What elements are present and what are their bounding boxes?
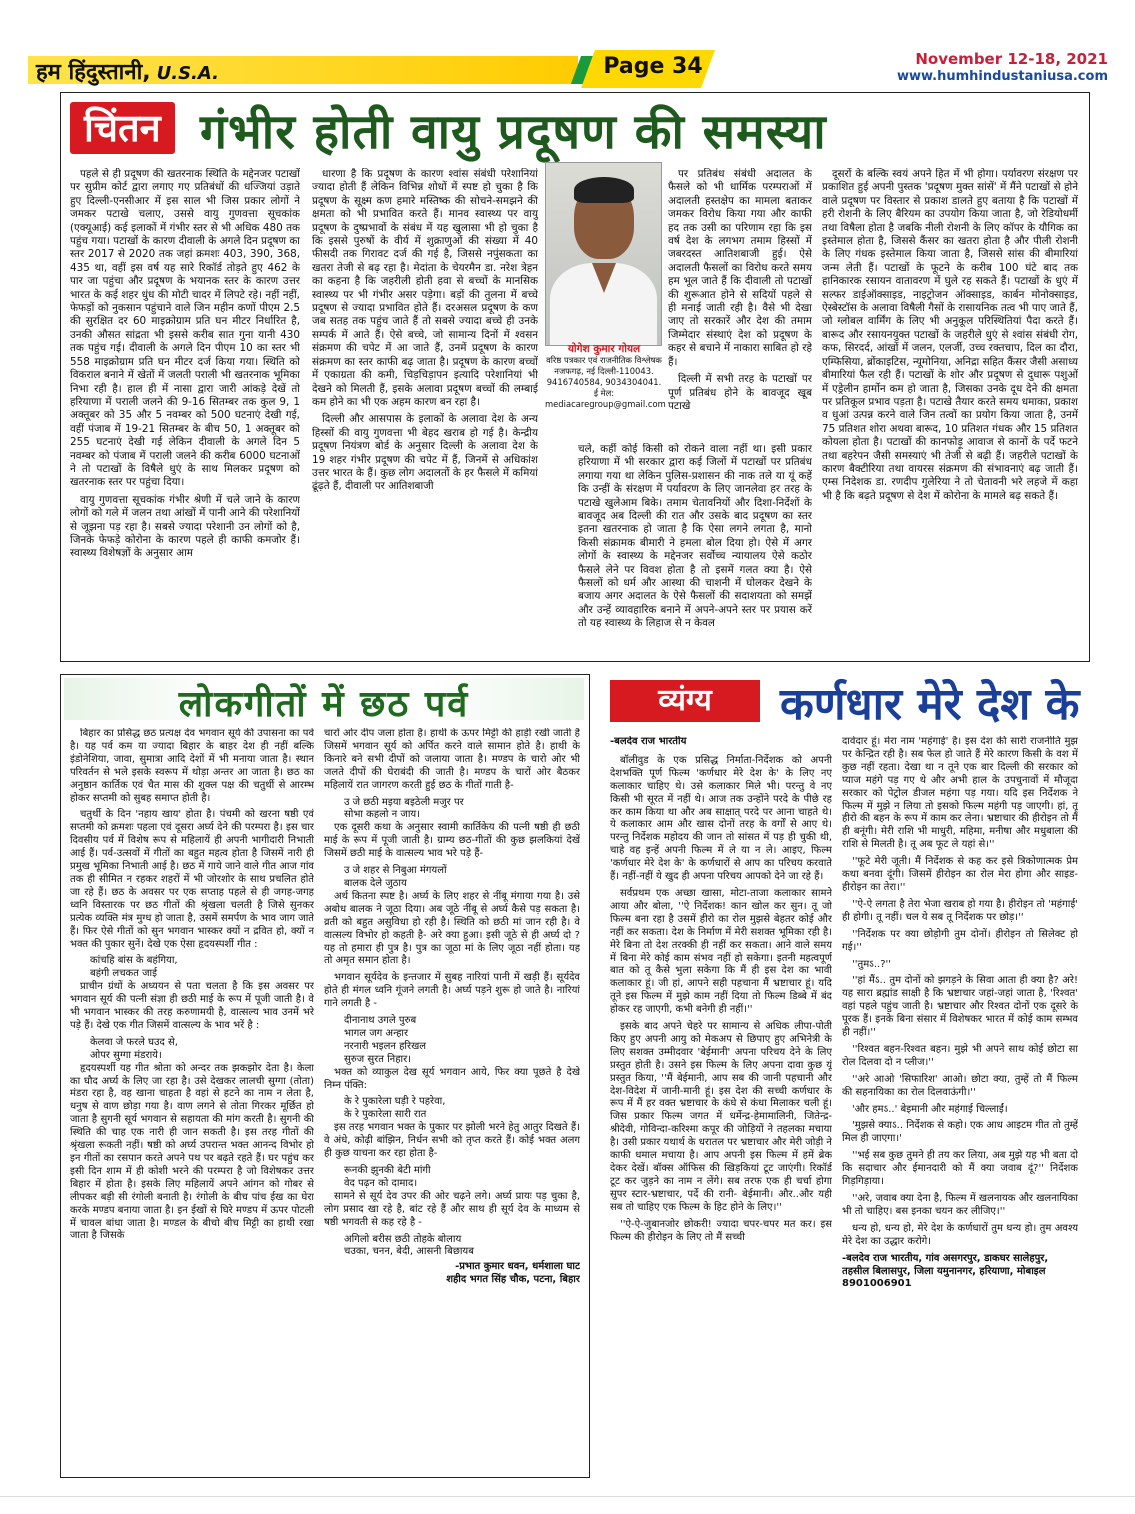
paragraph: अर्थ कितना स्पष्ट है। अर्घ्य के लिए शहर से नींबू मंगाया गया है। उसे अबोध बालक ने जूठा दिया। अब जूठे नींबू से अर्घ्य कैसे पड़ सकता है। व्रती को बहुत असुविधा हो रही है। स्थिति को छठी मां जान रही है। वे वात्सल्य विभोर हो कहती है- अरे क्या हुआ। इसी जूठे से ही अर्घ्य दो ? यह तो हमारा ही पुत्र है। पुत्र का जूठा मां के लिए जूठा नहीं होता। यह तो अमृत समान होता है। — [324, 890, 580, 967]
satire-column-2 — [842, 736, 1078, 1476]
poem-line: कांचहि बांस के बहंगिया, — [90, 955, 178, 967]
paragraph: ''फूटे मेरी जूती। मैं निर्देशक से कह कर इसे त्रिकोणात्मक प्रेम कथा बनवा दूंगी। जिसमें हीरोइन का रोल मेरा होगा और साइड-हीरोइन का तेरा।'' — [842, 856, 1078, 893]
satire-column-1 — [610, 736, 832, 1476]
paragraph: दूसरों के बल्कि स्वयं अपने हित में भी होगा। पर्यावरण संरक्षण पर प्रकाशित हुई अपनी पुस्तक 'प्रदूषण मुक्त सांसें' में मैंने पटाखों से होने वाले प्रदूषण पर विस्तार से प्रकाश डालते हुए बताया है कि पटाखों में हरी रोशनी के लिए बैरियम का उपयोग किया जाता है, जो रेडियोधर्मी तथा विषैला होता है जबकि नीली रोशनी के लिए कॉपर के यौगिक का इस्तेमाल होता है, जिससे कैंसर का खतरा होता है और पीली रोशनी के लिए गंधक इस्तेमाल किया जाता है, जिससे सांस की बीमारियां जन्म लेती हैं। पटाखों के फूटने के करीब 100 घंटे बाद तक हानिकारक रसायन वातावरण में घुले रह सकते हैं। पटाखों के धुएं में सल्फर डाईऑक्साइड, नाइट्रोजन ऑक्साइड, कार्बन मोनोक्साइड, ऐस्बेस्टॉस के अलावा विषैली गैसों के रासायनिक तत्व भी पाए जाते हैं, जो ग्लोबल वार्मिंग के लिए भी अनुकूल परिस्थितियां पैदा करते हैं। बारूद और रसायनयुक्त पटाखों के जहरीले धुएं से श्वांस संबंधी रोग, कफ, सिरदर्द, आंखों में जलन, एलर्जी, उच्च रक्तचाप, दिल का दौरा, एम्फिसिया, ब्रोंकाइटिस, न्यूमोनिया, अनिद्रा सहित कैंसर जैसी असाध्य बीमारियां फैल रही हैं। पटाखों के शोर और प्रदूषण से दुधारू पशुओं में एड्रेलीन हार्मोन कम हो जाता है, जिसका उनके दूध देने की क्षमता पर प्रतिकूल प्रभाव पड़ता है। पटाखे तैयार करते समय धमाका, प्रकाश व धुआं उत्पन्न करने वाले जिन तत्वों का प्रयोग किया जाता है, उनमें 75 प्रतिशत शोरा अथवा बारूद, 10 प्रतिशत गंधक और 15 प्रतिशत कोयला होता है। पटाखों की कानफोड़ू आवाज से कानों के पर्दे फटने तथा बहरेपन जैसी समस्याएं भी तेजी से बढ़ी हैं। जहरीले पटाखों के कारण बैक्टीरिया तथा वायरस संक्रमण की संभावनाएं बढ़ जाती हैं। एम्स निदेशक डा. रणदीप गुलेरिया ने तो चेतावनी भरे लहजे में कहा भी है कि बढ़ते प्रदूषण से देश में कोरोना के मामले बढ़ सकते हैं। — [822, 168, 1078, 502]
poem-line: वेद पढ़न को दामाद। — [344, 1177, 418, 1189]
article-column-4 — [822, 168, 1078, 656]
paragraph: 'मुझसे क्याऽ.. निर्देशक से कहो। एक आध आइटम गीत तो तुम्हें मिल ही जाएगा।' — [842, 1120, 1078, 1145]
paragraph: दिल्ली और आसपास के इलाकों के अलावा देश के अन्य हिस्सों की वायु गुणवत्ता भी बेहद खराब हो गई है। केन्द्रीय प्रदूषण नियंत्रण बोर्ड के अनुसार दिल्ली के अलावा देश के 19 शहर गंभीर प्रदूषण की चपेट में हैं, जिनमें से अधिकांश उत्तर भारत के हैं। कुछ लोग अदालतों के हर फैसले में कमियां ढूंढ़ते हैं, दीवाली पर आतिशबाजी — [312, 413, 538, 493]
poem-line: सुरुज सुरत निहार। — [344, 1053, 411, 1065]
paragraph: ''रिश्वत बहन-रिश्वत बहन। मुझे भी अपने साथ कोई छोटा सा रोल दिलवा दो न प्लीज।'' — [842, 1043, 1078, 1068]
poem-line: उ जे छठी मइया बइठेली मजुर पर — [344, 796, 464, 808]
poem-line: भागल जग अन्हार — [344, 1027, 409, 1039]
author-photo — [545, 162, 662, 346]
satire-author: -बलदेव राज भारतीय — [610, 736, 687, 747]
satire-headline: कर्णधार मेरे देश के — [780, 679, 1080, 730]
article-column-3b — [578, 443, 812, 656]
paragraph: भक्त को व्याकुल देख सूर्य भगवान आये, फिर क्या पूछते है देखे निम्न पंक्ति: — [324, 1066, 580, 1091]
folk-article-headline: लोकगीतों में छठ पर्व — [64, 678, 584, 720]
section-tag: चिंतन — [70, 102, 175, 154]
paragraph: धारणा है कि प्रदूषण के कारण श्वांस संबंधी परेशानियां ज्यादा होती हैं लेकिन विभिन्न शोधों में स्पष्ट हो चुका है कि प्रदूषण के सूक्ष्म कण हमारे मस्तिष्क की सोचने-समझने की क्षमता को भी प्रभावित करते हैं। मानव स्वास्थ्य पर वायु प्रदूषण के दुष्प्रभावों के संबंध में यह खुलासा भी हो चुका है कि इससे पुरुषों के वीर्य में शुक्राणुओं की संख्या में 40 फीसदी तक गिरावट दर्ज की गई है, जिससे नपुंसकता का खतरा तेजी से बढ़ रहा है। मेदांता के चेयरमैन डा. नरेश त्रेहन का कहना है कि जहरीली होती हवा से बच्चों के मानसिक स्वास्थ्य पर भी गंभीर असर पड़ेगा। बड़ों की तुलना में बच्चे प्रदूषण से ज्यादा प्रभावित होते हैं। दरअसल प्रदूषण के कण जब सतह तक पहुंच जाते हैं तो सबसे ज्यादा बच्चे ही उनके सम्पर्क में आते हैं। ऐसे बच्चे, जो सामान्य दिनों में श्वसन संक्रमण की चपेट में आ जाते हैं, उनमें प्रदूषण के कारण संक्रमण का स्तर काफी बढ़ जाता है। प्रदूषण के कारण बच्चों में एकाग्रता की कमी, चिड़चिड़ापन इत्यादि परेशानियां भी देखने को मिलती हैं, इसके अलावा प्रदूषण बच्चों की लम्बाई कम होने का भी एक अहम कारण बन रहा है। — [312, 168, 538, 408]
article-column-3a — [668, 168, 812, 438]
top-article-title-row — [60, 92, 1088, 162]
paragraph: ''हां मैंऽ.. तुम दोनों को झगड़ने के सिवा आता ही क्या है? अरे! यह सारा ब्रह्मांड साक्षी है कि भ्रष्टाचार जहां-जहां जाता है, 'रिश्वत' वहां पहले पहुंच जाती है। भ्रष्टाचार और रिश्वत दोनों एक दूसरे के पूरक हैं। इनके बिना संसार में विशेषकर भारत में कोई काम सम्भव ही नहीं।'' — [842, 975, 1078, 1039]
author-role: वरिष्ठ पत्रकार एवं राजनीतिक विश्लेषक — [546, 355, 662, 365]
paragraph: हृदयस्पर्शी यह गीत श्रोता को अन्दर तक झकझोर देता है। केला का घौद अर्घ्य के लिए जा रहा है। उसे देखकर लालची सुग्गा (तोता) मंडरा रहा है, वह खाना चाहता है वहां से हटने का नाम न लेता है, धनुष से वाण छोड़ा गया है। वाण लगने से तोता गिरकर मूर्छित हो जाता है सुगनी सूर्य भगवान से सहायता की मांग करती है। सुगनी की स्थिति की चाह एक नारी ही जान सकती है। इस तरह गीतों की श्रृंखला रूकती नहीं। षष्ठी को अर्घ्य उपरान्त भक्त आनन्द विभोर हो इन गीतों का रसपान करते अपने पथ पर बढ़ते रहते हैं। घर पहुंच कर इसी दिन शाम में ही कोशी भरने की परम्परा है जो विशेषकर उत्तर बिहार में होता है। इसके लिए महिलायें अपने आंगन को गोबर से लीपकर बड़ी सी रंगोली बनाती है। रंगोली के बीच पांच ईख का घेरा करके मण्डप बनाया जाता है। इन ईखों से घिरे मण्डप में ऊपर पोटली में चावल बांधा जाता है। मण्डल के बीचो बीच मिट्टी का हाथी रखा जाता है जिसके — [70, 1062, 314, 1242]
paragraph: बिहार का प्रसिद्ध छठ प्रत्यक्ष देव भगवान सूर्य की उपासना का पर्व है। यह पर्व कम या ज्यादा बिहार के बाहर देश ही नहीं बल्कि इंडोनेशिया, जावा, सुमात्रा आदि देशों में भी मनाया जाता है। स्थान परिवर्तन से भले इसके स्वरूप में थोड़ा अन्तर आ जाता है। छठ का अनुष्ठान कार्तिक एवं चैत मास की शुक्ल पक्ष की चतुर्थी से आरम्भ होकर सप्तमी को सुबह समाप्त होती है। — [70, 728, 314, 804]
paragraph: ''ऐ-ऐ-जुबानजोर छोकरी! ज्यादा चपर-चपर मत कर। इस फिल्म की हीरोइन के लिए तो मैं सच्ची — [610, 1218, 832, 1243]
folk-column-1 — [70, 728, 314, 1470]
paragraph: चले, कहीं कोई किसी को रोकने वाला नहीं था। इसी प्रकार हरियाणा में भी सरकार द्वारा कई जिलों में पटाखों पर प्रतिबंध लगाया गया था लेकिन पुलिस-प्रशासन की नाक तले या यूं कहें कि उन्हीं के संरक्षण में पर्यावरण के लिए जानलेवा हर तरह के पटाखे खुलेआम बिके। तमाम चेतावनियों और दिशा-निर्देशों के बावजूद अब दिल्ली की रात और उसके बाद प्रदूषण का स्तर इतना खतरनाक हो जाता है कि ऐसा लगने लगता है, मानो किसी संक्रामक बीमारी ने हमला बोल दिया हो। ऐसे में अगर लोगों के स्वास्थ्य के मद्देनजर सर्वोच्च न्यायालय ऐसे कठोर फैसले लेने पर विवश होता है तो इसमें गलत क्या है। ऐसे फैसलों को धर्म और आस्था की चाशनी में घोलकर देखने के बजाय अगर अदालत के ऐसे फैसलों की सदाशयता को समझें और उन्हें व्यावहारिक बनाने में अपने-अपने स्तर पर प्रयास करें तो यह स्वास्थ्य के लिहाज से न केवल — [578, 443, 812, 630]
poem-line: दीनानाथ उगले पुरुब — [344, 1015, 417, 1027]
page-number: Page 34 — [603, 54, 703, 79]
author-bio — [545, 343, 666, 410]
poem-line: नरनारी भइलन हरिखल — [344, 1040, 427, 1052]
poem-line: चउका, चनन, बेदी, आसनी बिछायब — [344, 1246, 474, 1258]
paragraph: दावेदार हूं। मेरा नाम 'महंगाई' है। इस देश की सारी राजनीति मुझ पर केन्द्रित रही है। सब फेल हो जाते हैं मेरे कारण किसी के वश में कुछ नहीं रहता। देखा था न तूने एक बार दिल्ली की सरकार को प्याज महंगे पड़ गए थे और अभी हाल के उपचुनावों में मौजूदा सरकार को पेट्रोल डीजल महंगा पड़ गया। यदि इस निर्देशक ने फिल्म में मुझे न लिया तो इसको फिल्म महंगी पड़ जाएगी। हां, तू हीरो की बहन के रूप में काम कर लेना। भ्रष्टाचार की हीरोइन तो मैं ही बनूंगी। मेरी राशि भी माधुरी, महिमा, मनीषा और मधुबाला की राशि से मिलती है। तू अब फूट ले यहां से।'' — [842, 736, 1078, 851]
poem-line: बहंगी लचकत जाई — [90, 968, 158, 980]
poem-line: बालक देले जुठाय — [344, 877, 407, 889]
author-name: योगेश कुमार गोयल — [567, 343, 641, 355]
satire-tag: व्यंग्य — [610, 680, 760, 722]
paragraph: पर प्रतिबंध संबंधी अदालत के फैसले को भी धार्मिक परम्पराओं में अदालती हस्तक्षेप का मामला बताकर जमकर विरोध किया गया और काफी हद तक उसी का परिणाम रहा कि इस वर्ष देश के लगभग तमाम हिस्सों में जबरदस्त आतिशबाजी हुई। ऐसे अदालती फैसलों का विरोध करते समय हम भूल जाते हैं कि दीवाली तो पटाखों की शुरूआत होने से सदियों पहले से ही मनाई जाती रही है। वैसे भी देखा जाए तो सरकारें और देश की तमाम जिम्मेदार संस्थाएं देश को प्रदूषण के कहर से बचाने में नाकारा साबित हो रहे हैं। — [668, 168, 812, 368]
website-link[interactable]: www.humhindustaniusa.com — [896, 69, 1108, 84]
article-column-2 — [312, 168, 538, 656]
paragraph: चारों ओर दीप जला होता है। हाथी के ऊपर मिट्टी की हाड़ी रखी जाती है जिसमें भगवान सूर्य को अर्पित करने वाले सामान होते है। हाथी के किनारे बने सभी दीपों को जलाया जाता है। मण्डप के चारो ओर भी जलते दीपों की घेराबंदी की जाती है। मण्डप के चारों ओर बैठकर महिलायें रात जागरण करती हुई छठ के गीतों गाती है- — [324, 728, 580, 791]
folk-signature: शहीद भगत सिंह चौक, पटना, बिहार — [446, 1274, 580, 1286]
author-city: नजफगढ़, नई दिल्ली-110043. — [554, 366, 654, 376]
paragraph: दिल्ली में सभी तरह के पटाखों पर पूर्ण प्रतिबंध होने के बावजूद खूब पटाखे — [668, 373, 812, 412]
photo-hair — [574, 177, 634, 203]
paragraph: ''तुमऽ..?'' — [852, 958, 892, 970]
paragraph: वायु गुणवत्ता सूचकांक गंभीर श्रेणी में चले जाने के कारण लोगों को गले में जलन तथा आंखों में पानी आने की परेशानियों से जूझना पड़ रहा है। सबसे ज्यादा परेशानी उन लोगों को है, जिनके फेफड़े कोरोना के कारण पहले ही काफी कमजोर हैं। स्वास्थ्य विशेषज्ञों के अनुसार आम — [70, 493, 300, 560]
paragraph: भगवान सूर्यदेव के इन्तजार में सुबह नारियां पानी में खड़ी हैं। सूर्यदेव होते ही मंगल ध्वनि गूंजने लगती है। अर्घ्य पड़ने शुरू हो जाते है। नारियां गाने लगती है - — [324, 972, 580, 1010]
folk-signature: -प्रभात कुमार धवन, धर्मशाला घाट — [455, 1261, 580, 1273]
paragraph: ''अरे, जवाब क्या देना है, फिल्म में खलनायक और खलनायिका भी तो चाहिए। बस इनका चयन कर लीजिए।'' — [842, 1193, 1078, 1217]
paragraph: चतुर्थी के दिन 'नहाय खाय' होता है। पंचमी को खरना षष्ठी एवं सप्तमी को क्रमशः पहला एवं दूसरा अर्घ्य देने की परम्परा है। इस चार दिवसीय पर्व में विशेष रूप से महिलायें ही अपनी भागीदारी निभाती आई हैं। पर्व-उत्सवों में गीतों का बहुत महत्व होता है जिसमें नारी ही प्रमुख भूमिका निभाती आई है। छठ में गाये जाने वाले गीत आज गांव तक ही सीमित न रहकर शहरों में भी जोरशोर के साथ प्रचलित होते जा रहे हैं। छठ के अवसर पर एक सप्ताह पहले से ही जगह-जगह ध्वनि विस्तारक पर छठ गीतों की श्रृंखला चलती है जिसे सुनकर प्रत्येक व्यक्ति मंत्र मुग्ध हो जाता है, उसमें समर्पण के भाव जाग जाते हैं। फिर ऐसे गीतों को सुन भगवान भास्कर क्यों न द्रवित हो, क्यों न भक्त की पुकार सुनें। देखे एक ऐसा हृदयस्पर्शी गीत : — [70, 809, 314, 950]
author-phone: 9416740584, 9034304041. — [546, 377, 662, 387]
poem-line: रूनकी झुनकी बेटी मांगी — [344, 1165, 431, 1176]
poem-line: सोभा कहलो न जाय। — [344, 809, 421, 821]
issue-date: November 12-18, 2021 — [915, 50, 1108, 68]
masthead-logo: हम हिंदुस्तानी, U.S.A. — [36, 60, 219, 85]
masthead-suffix: U.S.A. — [156, 63, 219, 84]
page-footer-rule — [0, 1496, 1135, 1497]
poem-line: केलवा जे फरले घउद से, — [90, 1036, 178, 1048]
paragraph: एक दूसरी कथा के अनुसार स्वामी कार्तिकेय की पत्नी षष्ठी ही छठी माई के रूप में पूजी जाती है। ग्राम्य छठ-गीतों की कुछ झलकियां देखें जिसमें छठी माई के वात्सल्य भाव भरे पड़े हैं- — [324, 822, 580, 860]
paragraph: पहले से ही प्रदूषण की खतरनाक स्थिति के मद्देनजर पटाखों पर सुप्रीम कोर्ट द्वारा लगाए गए प्रतिबंधों की धज्जियां उड़ाते हुए दिल्ली-एनसीआर में इस साल भी जिस प्रकार लोगों ने जमकर पटाखे चलाए, उससे वायु गुणवत्ता सूचकांक (एक्यूआई) कई इलाकों में गंभीर स्तर से भी अधिक 480 तक पहुंच गया। पटाखों के कारण दीवाली के अगले दिन प्रदूषण का स्तर 2017 से 2020 तक जहां क्रमशः 403, 390, 368, 435 था, वहीं इस वर्ष यह सारे रिकॉर्ड तोड़ते हुए 462 के पार जा पहुंचा और प्रदूषण के भयानक स्तर के कारण उत्तर भारत के कई शहर धुंध की मोटी चादर में लिपटे रहे। नहीं नहीं, फेफड़ों को नुकसान पहुंचाने वाले जिन महीन कणों पीएम 2.5 की सुरक्षित दर 60 माइक्रोग्राम प्रति घन मीटर निर्धारित है, उनकी औसत सांद्रता भी इससे करीब सात गुना यानी 430 तक पहुंच गई। दीवाली के अगले दिन पीएम 10 का स्तर भी 558 माइक्रोग्राम प्रति घन मीटर दर्ज किया गया। स्थिति को विकराल बनाने में खेतों में जलती पराली भी खतरनाक भूमिका निभा रही है। हाल ही में नासा द्वारा जारी आंकड़े देखें तो हरियाणा में पराली जलने की 9-16 सितम्बर तक कुल 9, 1 अक्तूबर को 35 और 5 नवम्बर को 500 घटनाएं देखी गई, वहीं पंजाब में 19-21 सितम्बर के बीच 50, 1 अक्तूबर को 255 घटनाएं देखी गई लेकिन दीवाली के अगले दिन 5 नवम्बर को पंजाब में पराली जलने की करीब 6000 घटनाओं ने तो पटाखों के विषैले धुएं के साथ मिलकर प्रदूषण को खतरनाक स्तर पर पहुंचा दिया। — [70, 168, 300, 489]
poem-line: के रे पुकारेला सारी रात — [344, 1109, 427, 1121]
poem-line: उ जे शहर से निबुआ मंगयलों — [344, 865, 447, 877]
poem-line: अगिलो बरीस छठी तोहके बोलाय — [344, 1233, 462, 1245]
paragraph: प्राचीन ग्रंथों के अध्ययन से पता चलता है कि इस अवसर पर भगवान सूर्य की पत्नी संज्ञा ही छठी माई के रूप में पूजी जाती है। वे भी भगवान भास्कर की तरह करुणामयी है, वात्सल्य भाव उनमें भरे पड़े हैं। देखे एक गीत जिसमें वात्सल्य के भाव भरें है : — [70, 981, 314, 1031]
satire-signature: -बलदेव राज भारतीय, गांव असगरपुर, डाकघर सालेहपुर, तहसील बिलासपुर, जिला यमुनानगर, हरियाणा, मोबाइल 8901006901 — [842, 1252, 1049, 1290]
article-column-1 — [70, 168, 300, 656]
paragraph: ''भई सब कुछ तुमने ही तय कर लिया, अब मुझे यह भी बता दो कि सदाचार और ईमानदारी को मैं क्या जवाब दूं?'' निर्देशक गिड़गिड़ाया। — [842, 1150, 1078, 1188]
folk-column-2 — [324, 728, 580, 1470]
page-header — [28, 50, 1108, 88]
paragraph: इसके बाद अपने चेहरे पर सामान्य से अधिक लीपा-पोती किए हुए अपनी आयु को मेकअप से छिपाए हुए अभिनेत्री के लिए सशक्त उम्मीदवार 'बेईमानी' अपना परिचय देने के लिए प्रस्तुत होती है। उसने इस फिल्म के लिए अपना दावा कुछ यूं प्रस्तुत किया, ''मैं बेईमानी, आप सब की जानी पहचानी और देश-विदेश में जानी-मानी हूं। इस देश की सच्ची कर्णधार के रूप में मैं हर वक्त भ्रष्टाचार के कंधे से कंधा मिलाकर चली हूं। जिस प्रकार फिल्म जगत में धर्मेन्द्र-हेमामालिनी, जितेन्द्र-श्रीदेवी, गोविन्दा-करिश्मा कपूर की जोड़ियों ने तहलका मचाया है। उसी प्रकार यथार्थ के धरातल पर भ्रष्टाचार और मेरी जोड़ी ने काफी धमाल मचाया है। आप अपनी इस फिल्म में हमें ब्रेक देकर देखें। बॉक्स ऑफिस की खिड़कियां टूट जाएंगी। रिकॉर्ड टूट कर जुड़ने का नाम न लेंगे। सब तरफ एक ही चर्चा होगा सुपर स्टार-भ्रष्टाचार, पर्दे की रानी- बेईमानी। और..और यही सब तो चाहिए एक फिल्म के हिट होने के लिए।'' — [610, 1021, 832, 1213]
paragraph: इस तरह भगवान भक्त के पुकार पर झोली भरने हेतु आतुर दिखते हैं। वे अंधे, कोढ़ी बांझिन, निर्धन सभी को तृप्त करते हैं। कोई भक्त अलग ही कुछ याचना कर रहा होता है- — [324, 1122, 580, 1160]
paragraph: ''निर्देशक पर क्या छोड़ोगी तुम दोनों। हीरोइन तो सिलेक्ट हो गई।'' — [842, 928, 1078, 953]
paragraph: ''अरे आओ 'सिफारिश' आओ। छोटा क्या, तुम्हें तो मैं फिल्म की सहनायिका का रोल दिलवाऊंगी।'' — [842, 1073, 1078, 1098]
paragraph: धन्य हो, धन्य हो, मेरे देश के कर्णधारों तुम धन्य हो। तुम अवश्य मेरे देश का उद्धार करोगे। — [842, 1222, 1078, 1247]
poem-line: के रे पुकारेला घड़ी रे पहरेवा, — [344, 1096, 446, 1108]
poem-line: ओपर सुग्गा मंडराये। — [90, 1049, 162, 1061]
author-email[interactable]: ई मेल: mediacaregroup@gmail.com — [545, 388, 666, 409]
paragraph: 'और हमऽ..' बेइमानी और महंगाई चिल्लाईं। — [852, 1103, 1008, 1115]
paragraph: ''ऐ-ऐ लगता है तेरा भेजा खराब हो गया है। हीरोइन तो 'महंगाई' ही होगी। तू नहीं। चल ये सब तू निर्देशक पर छोड़।'' — [842, 898, 1078, 923]
article-headline: गंभीर होती वायु प्रदूषण की समस्या — [200, 104, 827, 160]
paragraph: सामने से सूर्य देव उपर की ओर चढ़ने लगे। अर्घ्य प्रायः पड़ चुका है, लोग प्रसाद खा रहे है, बांट रहे हैं और साथ ही सूर्य देव के माध्यम से षष्ठी भगवती से कह रहे है - — [324, 1190, 580, 1228]
paragraph: बॉलीवुड के एक प्रसिद्ध निर्माता-निर्देशक को अपनी देशभक्ति पूर्ण फिल्म 'कर्णधार मेरे देश के' के लिए नए कलाकार चाहिए थे। उसे कलाकार मिले भी। परन्तु वे नए किसी भी सूरत में नहीं थे। आज तक उन्होंने परदे के पीछे रह कर काम किया था और अब साक्षात् परदे पर आना चाहते थे। ये कलाकार आम और खास दोनों तरह के वर्गों से आए थे। परन्तु निर्देशक महोदय की जान तो सांसत में पड़ ही चुकी थी, चाहे वह इन्हें अपनी फिल्म में ले या न ले। आइए, फिल्म 'कर्णधार मेरे देश के' के कर्णधारों से आप का परिचय करवाते हैं। नहीं-नहीं ये खुद ही अपना परिचय आपको देने जा रहे हैं। — [610, 754, 832, 883]
paragraph: सर्वप्रथम एक अच्छा खासा, मोटा-ताजा कलाकार सामने आया और बोला, ''ऐ निर्देशक! कान खोल कर सुन। तू जो फिल्म बना रहा है उसमें हीरो का रोल मुझसे बेहतर कोई और नहीं कर सकता। देश के निर्माण में मेरी सशक्त भूमिका रही है। मेरे बिना तो देश तरक्की ही नहीं कर सकता। आने वाले समय में बिना मेरे कोई काम संभव नहीं हो सकेगा। इतनी महत्वपूर्ण बात को तू कैसे भुला सकेगा कि मैं ही इस देश का भावी कलाकार हूं। जी हां, आपने सही पहचाना मैं भ्रष्टाचार हूं। यदि तूने इस फिल्म में मुझे काम नहीं दिया तो फिल्म डिब्बे में बंद होकर रह जाएगी, कभी बनेगी ही नहीं।'' — [610, 887, 832, 1016]
